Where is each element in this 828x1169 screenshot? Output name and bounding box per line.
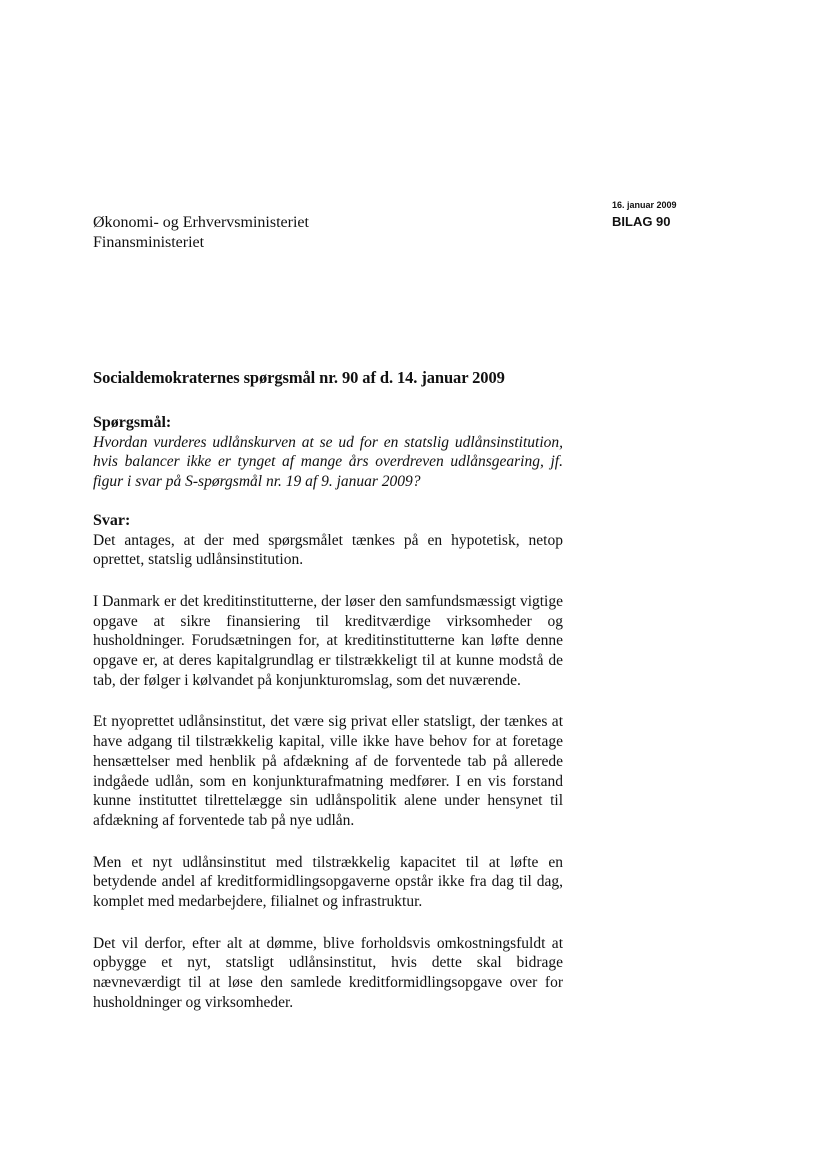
answer-paragraph: Men et nyt udlånsinstitut med tilstrækkelig kapacitet til at løfte en betydende andel af kreditformidlingsopgaverne opstår ikke fra dag til dag, komplet med medarbejdere, filialnet og infrastruktur. [93,853,563,911]
answer-paragraph: I Danmark er det kreditinstitutterne, der løser den samfundsmæssigt vigtige opgave at sikre finansiering til kreditværdige virksomheder og husholdninger. Forudsætningen for, at kreditinstitutterne kan løfte denne opgave er, at deres kapitalgrundlag er tilstrækkeligt til at kunne modstå de tab, der følger i kølvandet på konjunkturomslag, som det nuværende. [93,592,563,689]
document-date: 16. januar 2009 [612,200,677,210]
recipient-line-1: Økonomi- og Erhvervsministeriet [93,214,309,231]
recipient-line-2: Finansministeriet [93,234,205,251]
question-text: Hvordan vurderes udlånskurven at se ud for en statslig udlånsinstitution, hvis balancer ikke er tynget af mange års overdreven udlånsgearing, jf. figur i svar på S-spørgsmål nr. 19 af 9. januar 2009? [93,433,563,491]
recipient-address [93,213,309,253]
answer-heading: Svar: [93,511,131,529]
document-body [93,413,563,1013]
bilag-label: BILAG 90 [612,214,671,229]
document-title: Socialdemokraternes spørgsmål nr. 90 af d. 14. januar 2009 [93,368,505,387]
answer-paragraph: Et nyoprettet udlånsinstitut, det være sig privat eller statsligt, der tænkes at have adgang til tilstrækkelig kapital, ville ikke have behov for at foretage hensættelser med henblik på afdækning af de forventede tab på allerede indgåede udlån, som en konjunkturafmatning medfører. I en vis forstand kunne instituttet tilrettelægge sin udlånspolitik alene under hensynet til afdækning af forventede tab på nye udlån. [93,713,563,829]
answer-paragraph: Det vil derfor, efter alt at dømme, blive forholdsvis omkostningsfuldt at opbygge et nyt, statsligt udlånsinstitut, hvis dette skal bidrage nævneværdigt til at løse den samlede kreditformidlingsopgave over for husholdninger og virksomheder. [93,934,563,1011]
answer-paragraph: Det antages, at der med spørgsmålet tænkes på en hypotetisk, netop oprettet, statslig udlånsinstitution. [93,531,563,569]
question-heading: Spørgsmål: [93,414,172,431]
